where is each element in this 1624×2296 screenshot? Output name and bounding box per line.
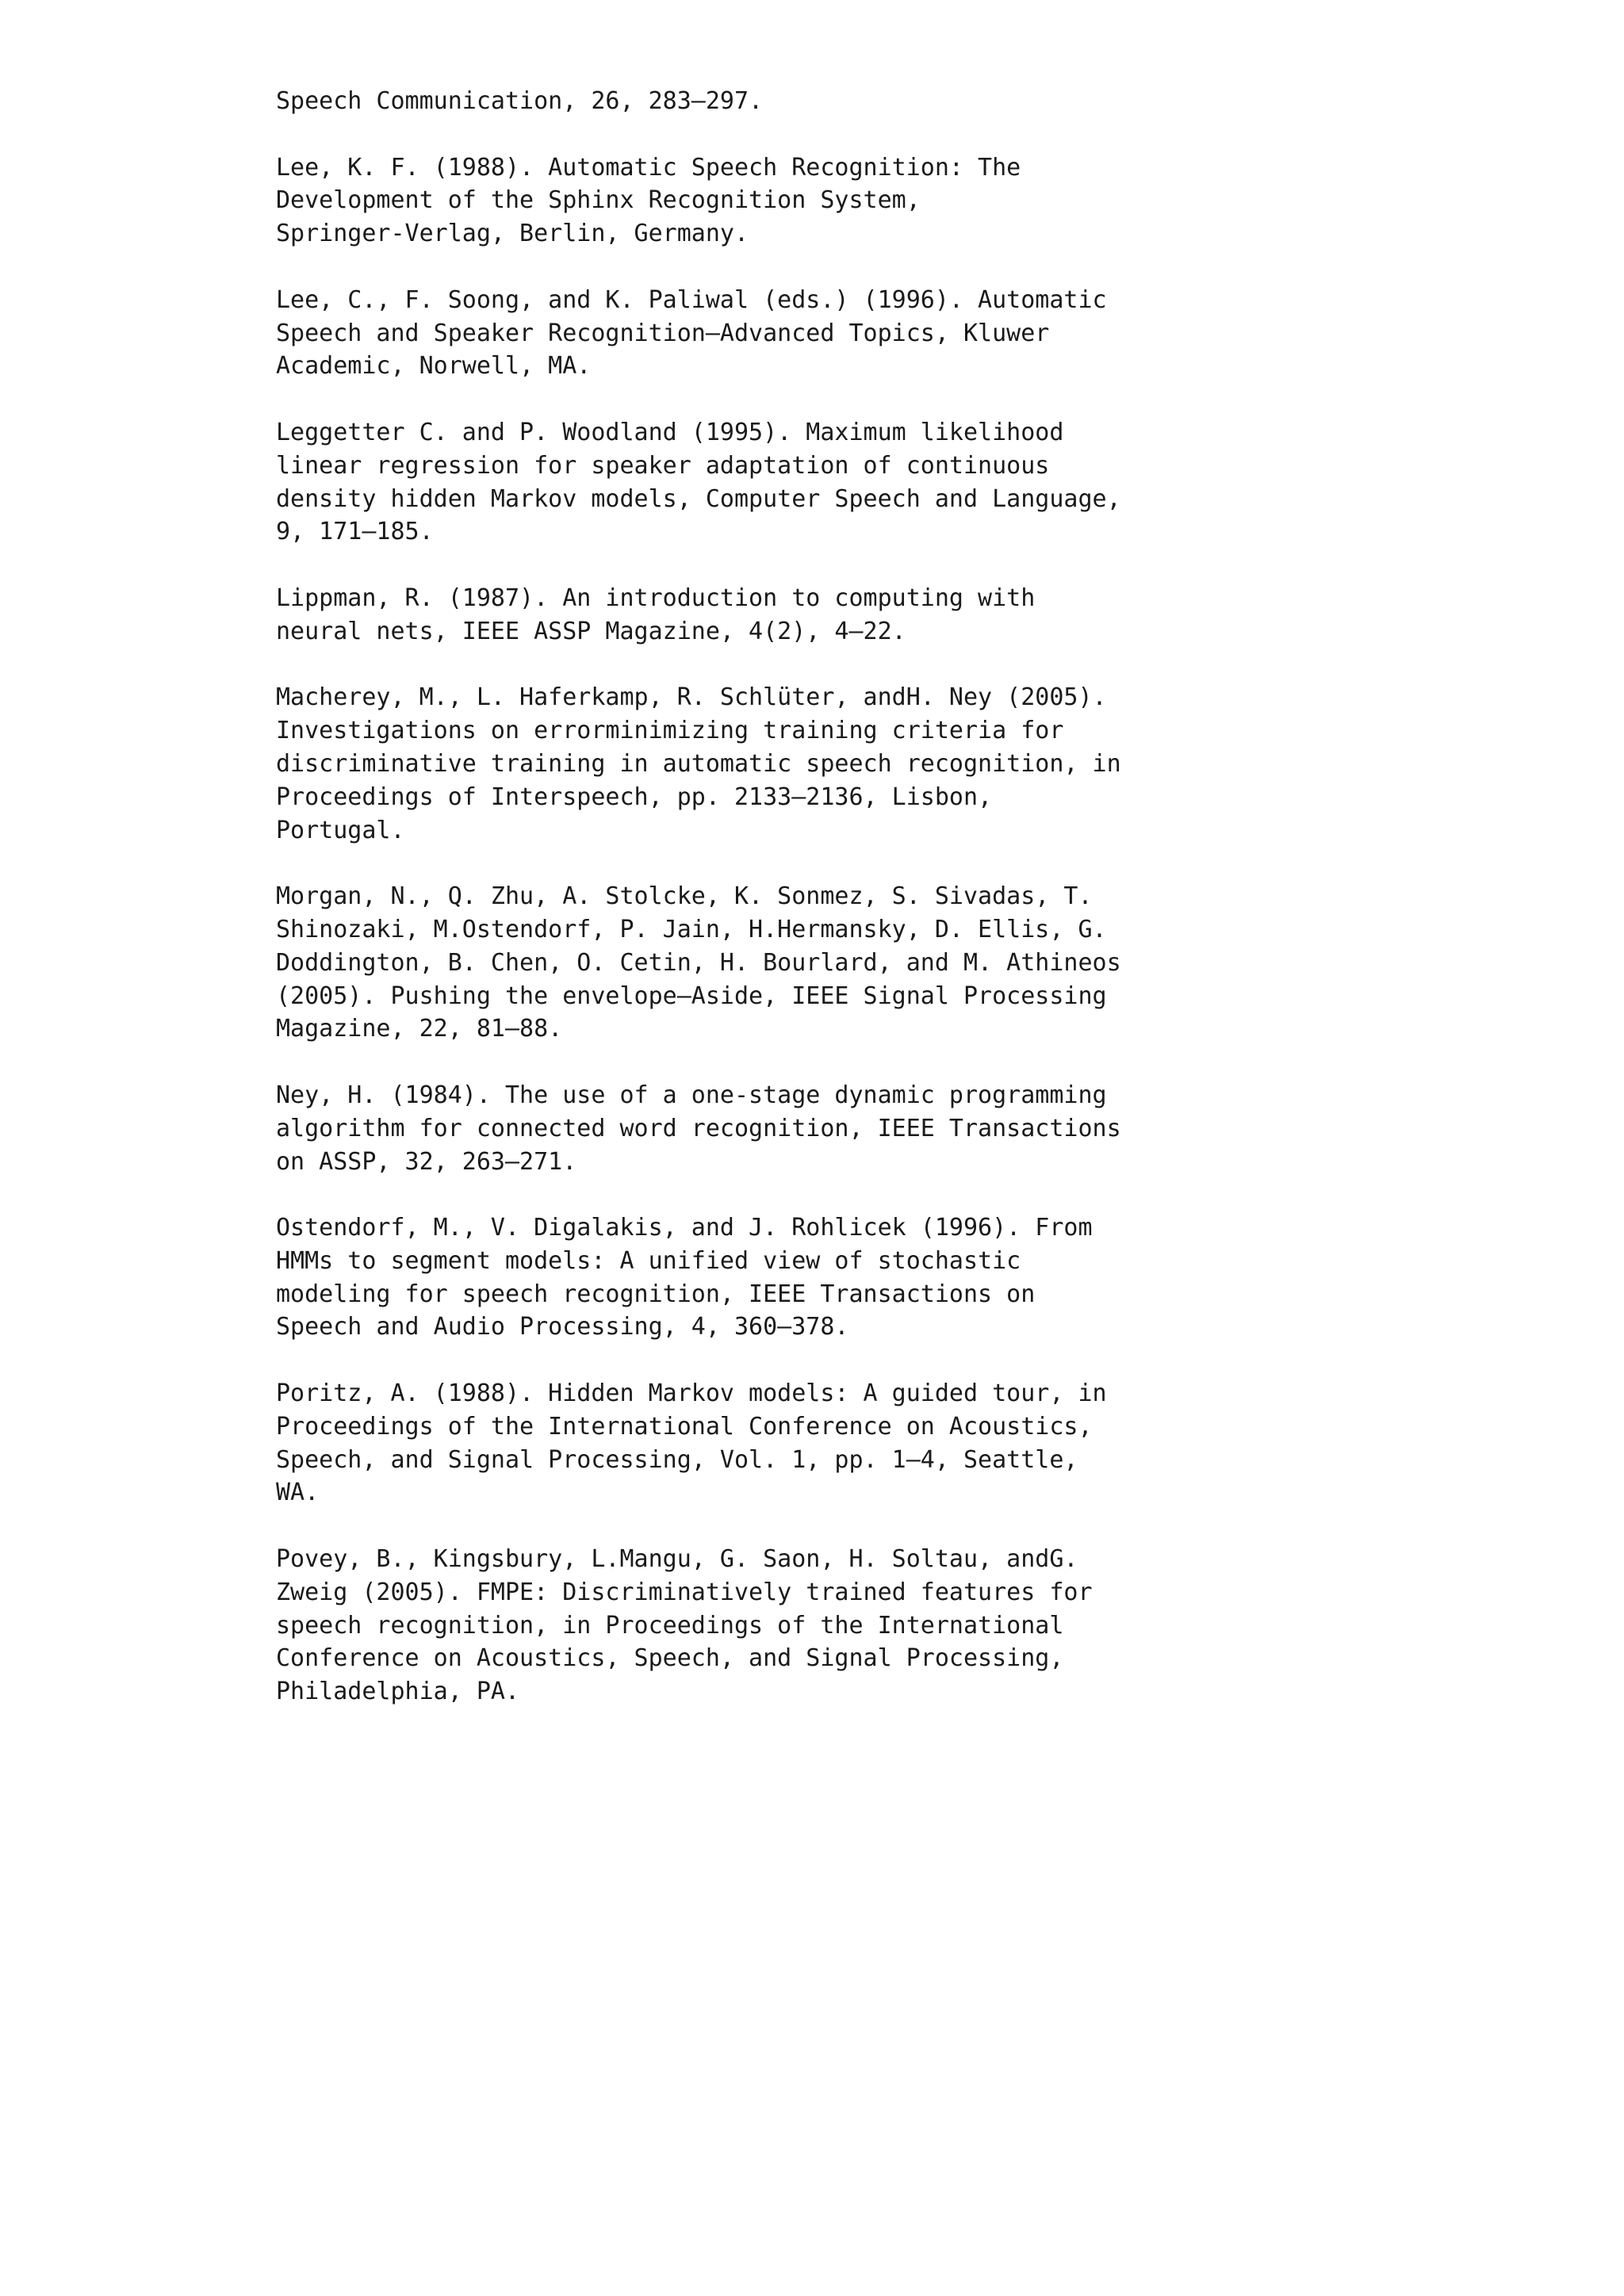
reference-line: Speech Communication, 26, 283–297. xyxy=(276,87,764,115)
reference-entry xyxy=(276,582,1465,649)
reference-line: Speech and Speaker Recognition—Advanced Topics, Kluwer xyxy=(276,319,1050,347)
reference-line: Zweig (2005). FMPE: Discriminatively trained features for xyxy=(276,1578,1093,1606)
reference-line: Ostendorf, M., V. Digalakis, and J. Rohlicek (1996). From xyxy=(276,1214,1093,1242)
reference-line: Povey, B., Kingsbury, L.Mangu, G. Saon, H. Soltau, andG. xyxy=(276,1545,1078,1574)
reference-line: Development of the Sphinx Recognition System, xyxy=(276,186,921,215)
reference-line: Doddington, B. Chen, O. Cetin, H. Bourlard, and M. Athineos xyxy=(276,948,1121,977)
reference-line: neural nets, IEEE ASSP Magazine, 4(2), 4–22. xyxy=(276,617,906,645)
reference-line: Macherey, M., L. Haferkamp, R. Schlüter, andH. Ney (2005). xyxy=(276,683,1107,712)
reference-line: algorithm for connected word recognition, IEEE Transactions xyxy=(276,1114,1121,1142)
reference-line: Shinozaki, M.Ostendorf, P. Jain, H.Hermansky, D. Ellis, G. xyxy=(276,915,1107,943)
reference-line: Lee, C., F. Soong, and K. Paliwal (eds.) (1996). Automatic xyxy=(276,285,1107,314)
reference-entry xyxy=(276,1211,1465,1344)
reference-entry xyxy=(276,284,1465,383)
reference-line: Leggetter C. and P. Woodland (1995). Maximum likelihood xyxy=(276,418,1064,446)
reference-line: (2005). Pushing the envelope—Aside, IEEE Signal Processing xyxy=(276,982,1107,1010)
reference-line: Poritz, A. (1988). Hidden Markov models: A guided tour, in xyxy=(276,1380,1107,1408)
reference-line: HMMs to segment models: A unified view of stochastic xyxy=(276,1246,1021,1275)
reference-line: Philadelphia, PA. xyxy=(276,1678,520,1706)
reference-line: linear regression for speaker adaptation of continuous xyxy=(276,451,1050,480)
reference-entry xyxy=(276,85,1465,118)
reference-line: Lee, K. F. (1988). Automatic Speech Recognition: The xyxy=(276,153,1021,182)
reference-line: Ney, H. (1984). The use of a one-stage dynamic programming xyxy=(276,1081,1107,1109)
reference-line: Portugal. xyxy=(276,816,405,844)
reference-line: Conference on Acoustics, Speech, and Signal Processing, xyxy=(276,1644,1064,1673)
reference-line: density hidden Markov models, Computer Speech and Language, xyxy=(276,484,1121,513)
reference-entry xyxy=(276,880,1465,1046)
reference-line: Proceedings of Interspeech, pp. 2133–2136, Lisbon, xyxy=(276,783,993,811)
reference-line: Speech and Audio Processing, 4, 360–378. xyxy=(276,1313,849,1341)
reference-line: modeling for speech recognition, IEEE Transactions on xyxy=(276,1280,1036,1308)
reference-line: Speech, and Signal Processing, Vol. 1, pp. 1–4, Seattle, xyxy=(276,1445,1078,1474)
reference-entry xyxy=(276,681,1465,847)
reference-line: Academic, Norwell, MA. xyxy=(276,352,592,381)
reference-line: Morgan, N., Q. Zhu, A. Stolcke, K. Sonmez, S. Sivadas, T. xyxy=(276,882,1093,911)
reference-entry xyxy=(276,1543,1465,1709)
reference-line: Proceedings of the International Conference on Acoustics, xyxy=(276,1412,1093,1441)
reference-list xyxy=(276,85,1465,1742)
reference-line: on ASSP, 32, 263–271. xyxy=(276,1147,577,1176)
reference-line: 9, 171–185. xyxy=(276,518,434,546)
reference-entry xyxy=(276,151,1465,251)
reference-line: Magazine, 22, 81–88. xyxy=(276,1015,563,1043)
reference-line: Investigations on errorminimizing training criteria for xyxy=(276,717,1064,745)
reference-entry xyxy=(276,1079,1465,1178)
reference-line: speech recognition, in Proceedings of the International xyxy=(276,1611,1064,1640)
reference-entry xyxy=(276,1377,1465,1510)
reference-line: Lippman, R. (1987). An introduction to computing with xyxy=(276,584,1036,612)
reference-line: WA. xyxy=(276,1479,320,1507)
reference-line: discriminative training in automatic speech recognition, in xyxy=(276,749,1121,778)
reference-entry xyxy=(276,416,1465,549)
reference-line: Springer-Verlag, Berlin, Germany. xyxy=(276,220,749,248)
